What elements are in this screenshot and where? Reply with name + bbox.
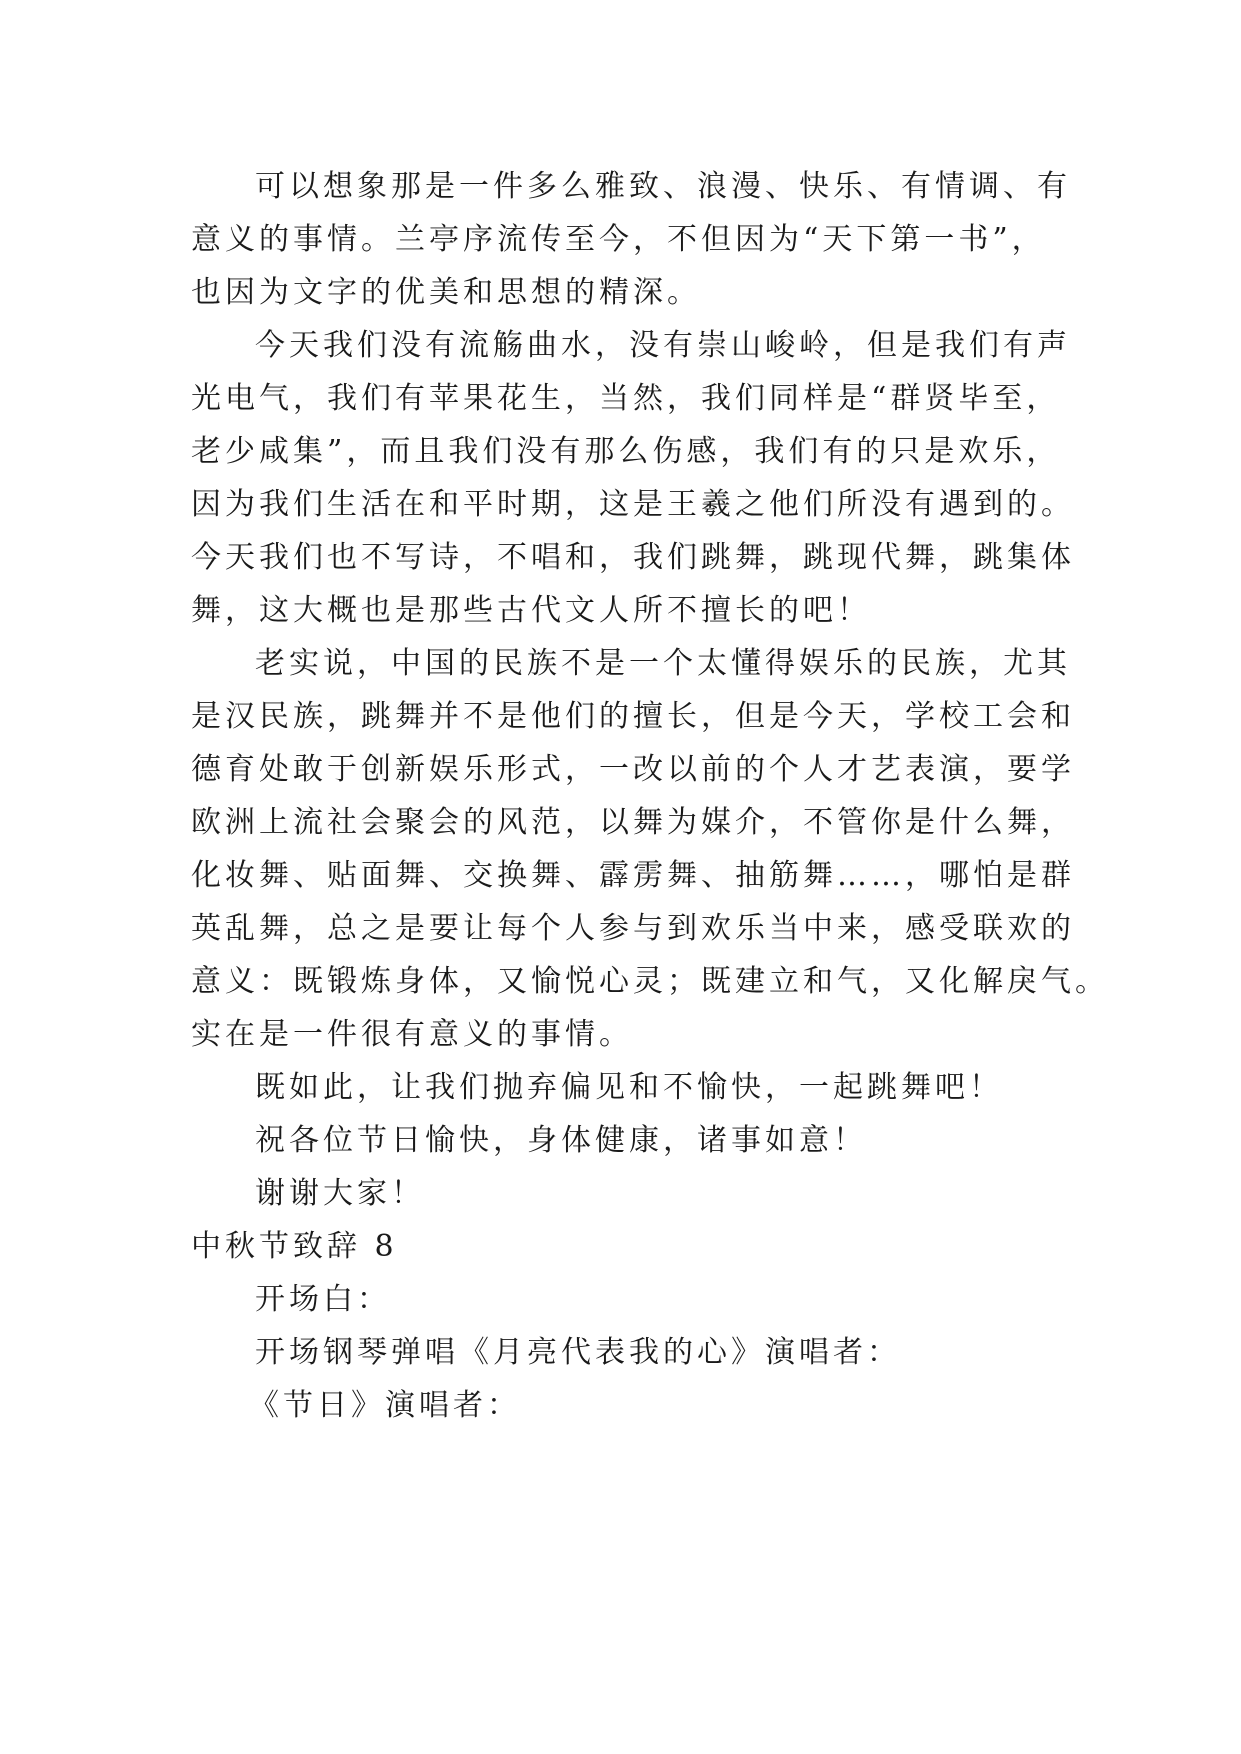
paragraph-line: 化妆舞、贴面舞、交换舞、霹雳舞、抽筋舞……，哪怕是群 — [191, 858, 1075, 893]
paragraph-line: 祝各位节日愉快，身体健康，诸事如意！ — [255, 1123, 867, 1158]
paragraph-line: 开场白： — [255, 1282, 391, 1317]
paragraph-line: 《节日》演唱者： — [249, 1388, 521, 1423]
paragraph-line: 今天我们也不写诗，不唱和，我们跳舞，跳现代舞，跳集体 — [191, 540, 1075, 575]
paragraph-line: 谢谢大家！ — [255, 1176, 425, 1211]
paragraph-line: 欧洲上流社会聚会的风范，以舞为媒介，不管你是什么舞， — [191, 805, 1075, 840]
paragraph-line: 开场钢琴弹唱《月亮代表我的心》演唱者： — [255, 1335, 901, 1370]
paragraph-line: 也因为文字的优美和思想的精深。 — [191, 275, 701, 310]
section-heading: 中秋节致辞 8 — [191, 1229, 398, 1264]
paragraph-line: 英乱舞，总之是要让每个人参与到欢乐当中来，感受联欢的 — [191, 911, 1075, 946]
paragraph-line: 德育处敢于创新娱乐形式，一改以前的个人才艺表演，要学 — [191, 752, 1075, 787]
paragraph-line: 因为我们生活在和平时期，这是王羲之他们所没有遇到的。 — [191, 487, 1075, 522]
paragraph-line: 老少咸集”，而且我们没有那么伤感，我们有的只是欢乐， — [191, 434, 1061, 469]
paragraph-line: 可以想象那是一件多么雅致、浪漫、快乐、有情调、有 — [255, 169, 1071, 204]
paragraph-line: 舞，这大概也是那些古代文人所不擅长的吧！ — [191, 593, 871, 628]
document-body — [191, 160, 1109, 1432]
paragraph-line: 老实说，中国的民族不是一个太懂得娱乐的民族，尤其 — [255, 646, 1071, 681]
paragraph-line: 既如此，让我们抛弃偏见和不愉快，一起跳舞吧！ — [255, 1070, 1003, 1105]
paragraph-line: 意义的事情。兰亭序流传至今，不但因为“天下第一书”， — [191, 222, 1046, 257]
paragraph-line: 意义：既锻炼身体，又愉悦心灵；既建立和气，又化解戾气。 — [191, 964, 1109, 999]
paragraph-line: 光电气，我们有苹果花生，当然，我们同样是“群贤毕至， — [191, 381, 1061, 416]
paragraph-line: 今天我们没有流觞曲水，没有崇山峻岭，但是我们有声 — [255, 328, 1071, 363]
paragraph-line: 实在是一件很有意义的事情。 — [191, 1017, 633, 1052]
paragraph-line: 是汉民族，跳舞并不是他们的擅长，但是今天，学校工会和 — [191, 699, 1075, 734]
